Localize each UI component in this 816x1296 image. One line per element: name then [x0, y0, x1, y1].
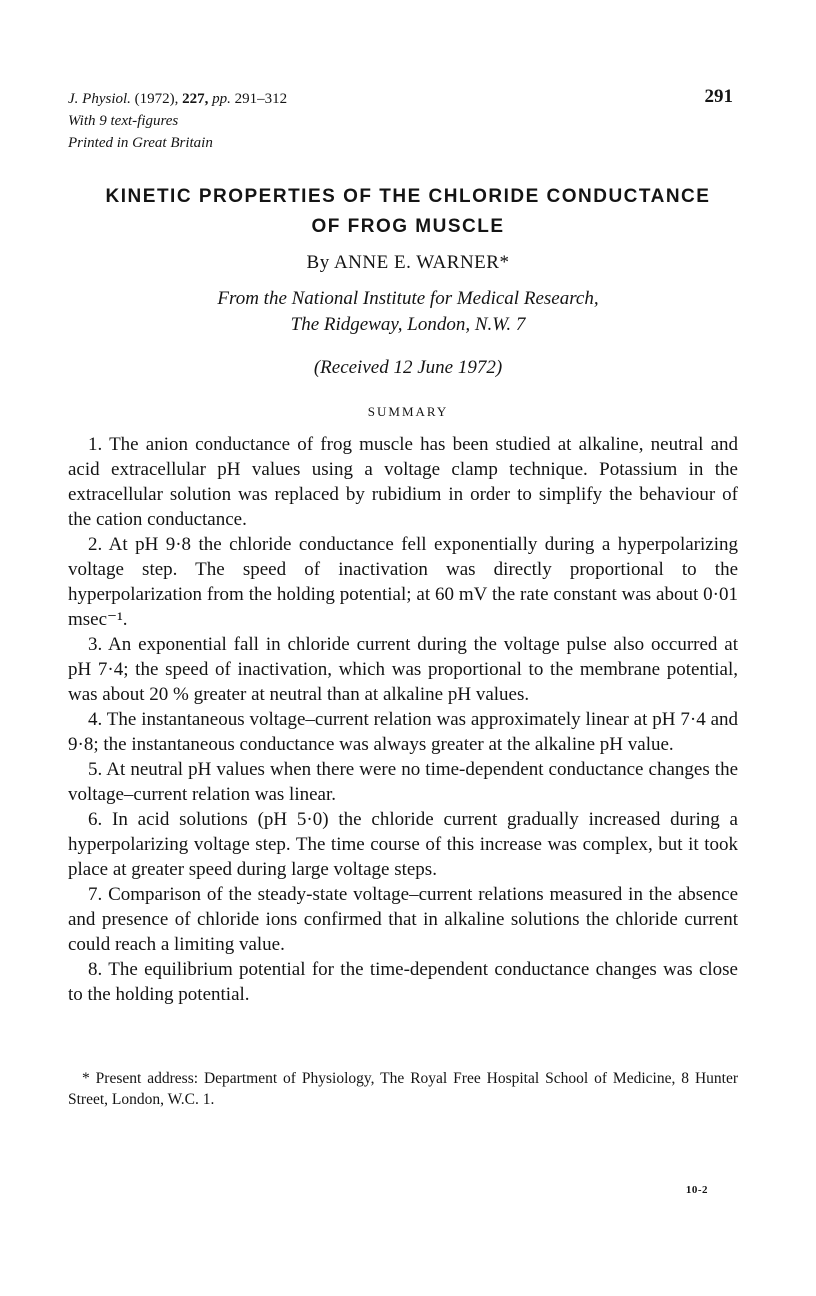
summary-paragraph-6: 6. In acid solutions (pH 5·0) the chloride current gradually increased during a hyperpolarizing voltage step. The time course of this increase was complex, but it took place at greater speed during large voltage steps. — [68, 809, 738, 880]
citation-line — [68, 88, 488, 110]
figures-note: With 9 text-figures — [68, 113, 179, 129]
signature-mark: 10-2 — [685, 1184, 708, 1196]
page-number: 291 — [704, 86, 733, 107]
summary-heading: SUMMARY — [367, 404, 449, 419]
received-date: (Received 12 June 1972) — [313, 357, 503, 378]
affiliation-line-1: From the National Institute for Medical Research, — [217, 288, 599, 309]
author-name: ANNE E. WARNER* — [333, 252, 510, 273]
journal-pages: 291–312 — [234, 91, 288, 107]
summary-paragraph-7: 7. Comparison of the steady-state voltage–current relations measured in the absence and presence of chloride ions confirmed that in alkaline solutions the chloride current could reach a limiting value. — [68, 884, 738, 955]
summary-paragraph-3: 3. An exponential fall in chloride current during the voltage pulse also occurred at pH 7·4; the speed of inactivation, which was proportional to the membrane potential, was about 20 % greater at neutral than at alkaline pH values. — [68, 634, 738, 705]
summary-paragraph-5: 5. At neutral pH values when there were no time-dependent conductance changes the voltage–current relation was linear. — [68, 759, 738, 805]
journal-volume: 227, — [182, 91, 209, 107]
affiliation-line-2: The Ridgeway, London, N.W. 7 — [290, 314, 526, 335]
summary-paragraph-8: 8. The equilibrium potential for the time-dependent conductance changes was close to the holding potential. — [68, 959, 738, 1005]
footnote: * Present address: Department of Physiology, The Royal Free Hospital School of Medicine, 8 Hunter Street, London, W.C. 1. — [68, 1070, 738, 1108]
summary-paragraph-1: 1. The anion conductance of frog muscle has been studied at alkaline, neutral and acid extracellular pH values using a voltage clamp technique. Potassium in the extracellular solution was replaced by rubidium in order to simplify the behaviour of the cation conductance. — [68, 434, 738, 530]
title-line-2: OF FROG MUSCLE — [311, 216, 505, 237]
article-title — [60, 182, 756, 242]
summary-paragraph-4: 4. The instantaneous voltage–current relation was approximately linear at pH 7·4 and 9·8; the instantaneous conductance was always greater at the alkaline pH value. — [68, 709, 738, 755]
journal-year: (1972), — [134, 91, 179, 107]
pages-label: pp. — [212, 91, 231, 107]
title-line-1: KINETIC PROPERTIES OF THE CHLORIDE CONDUCTANCE — [105, 186, 711, 207]
author-by: By — [306, 252, 330, 273]
affiliation — [60, 286, 756, 338]
summary-paragraph-2: 2. At pH 9·8 the chloride conductance fell exponentially during a hyperpolarizing voltage step. The speed of inactivation was directly proportional to the hyperpolarization from the holding potential; at 60 mV the rate constant was about 0·01 msec⁻¹. — [68, 534, 738, 630]
printed-note: Printed in Great Britain — [68, 135, 213, 151]
summary-body — [68, 432, 738, 1007]
author-line — [60, 252, 756, 274]
journal-name: J. Physiol. — [68, 91, 131, 107]
journal-header — [68, 88, 488, 154]
